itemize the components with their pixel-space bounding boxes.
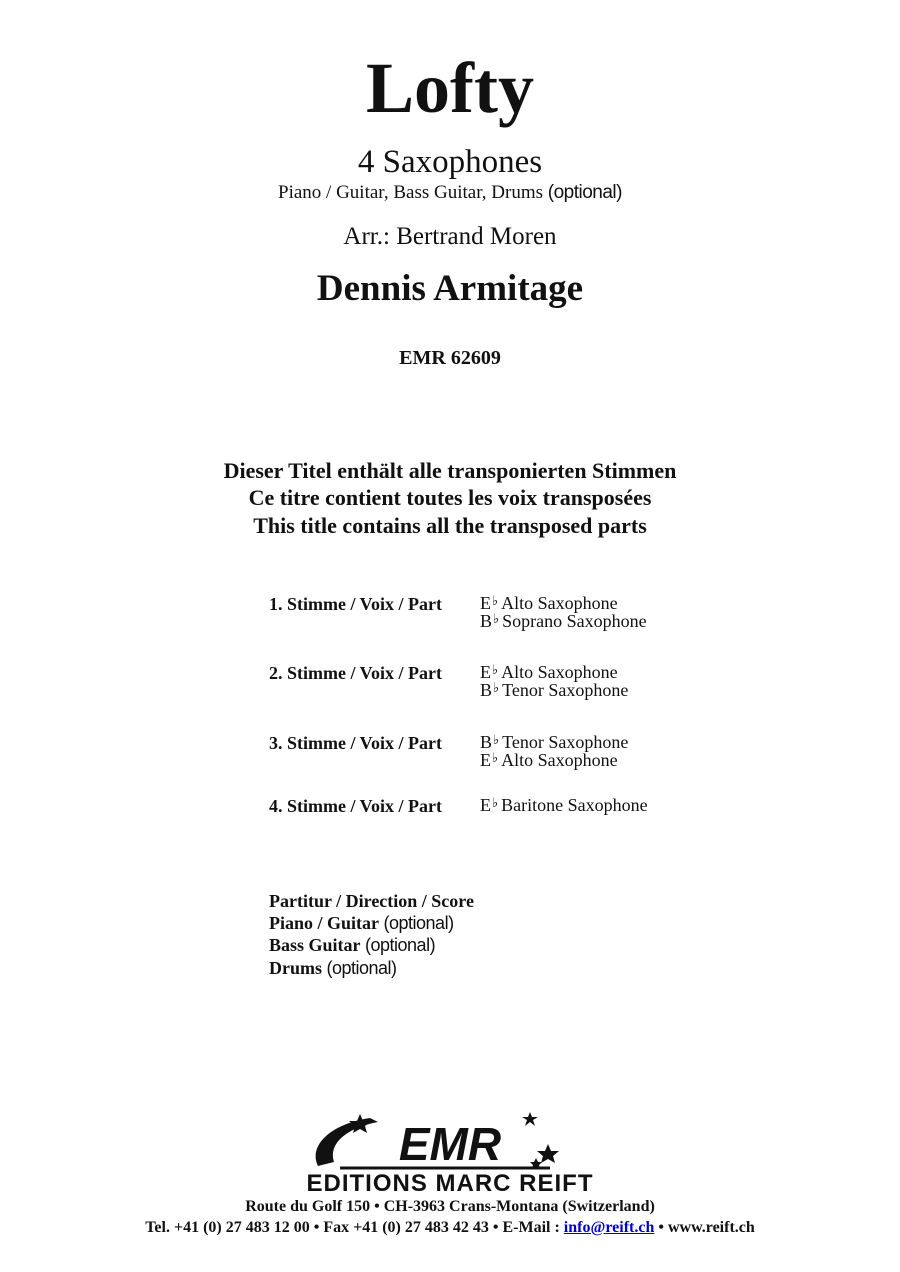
part-instrument: E♭ Alto Saxophone <box>480 750 618 770</box>
notice-german: Dieser Titel enthält alle transponierten Stimmen <box>223 458 677 483</box>
flat-icon: ♭ <box>493 732 500 747</box>
instrumentation <box>0 181 900 205</box>
flat-icon: ♭ <box>493 611 500 626</box>
flat-icon: ♭ <box>493 680 500 695</box>
email-link[interactable]: info@reift.ch <box>563 1219 655 1236</box>
flat-icon: ♭ <box>492 662 499 677</box>
publisher-name: EDITIONS MARC REIFT <box>306 1170 594 1197</box>
flat-icon: ♭ <box>492 593 499 608</box>
flat-icon: ♭ <box>492 750 499 765</box>
publisher-contact: Tel. +41 (0) 27 483 12 00 • Fax +41 (0) 27 483 42 43 • E-Mail : info@reift.ch • www.reift.ch <box>145 1219 755 1236</box>
part-instrument: E♭ Baritone Saxophone <box>480 795 648 815</box>
instrumentation-text: Piano / Guitar, Bass Guitar, Drums <box>278 182 543 203</box>
publisher-address: Route du Golf 150 • CH-3963 Crans-Montana (Switzerland) <box>245 1198 655 1215</box>
extra-item-drums: Drums (optional) <box>269 958 397 978</box>
notice-english: This title contains all the transposed parts <box>253 513 647 538</box>
emr-logo-icon <box>300 1108 600 1172</box>
svg-text:EMR: EMR <box>398 1118 502 1170</box>
part-label: 4. Stimme / Voix / Part <box>269 796 442 816</box>
notice-french: Ce titre contient toutes les voix transposées <box>248 485 652 510</box>
flat-icon: ♭ <box>492 795 499 810</box>
instrumentation-optional: (optional) <box>547 182 622 203</box>
subtitle: 4 Saxophones <box>357 144 543 180</box>
composer: Dennis Armitage <box>316 268 584 309</box>
part-instrument: B♭ Tenor Saxophone <box>480 732 629 752</box>
title: Lofty <box>366 48 534 128</box>
extra-item-piano-guitar: Piano / Guitar (optional) <box>269 913 454 933</box>
part-label: 3. Stimme / Voix / Part <box>269 733 442 753</box>
arranger: Arr.: Bertrand Moren <box>343 223 557 250</box>
part-label: 1. Stimme / Voix / Part <box>269 594 442 614</box>
extra-item-score: Partitur / Direction / Score <box>269 891 474 911</box>
part-instrument: E♭ Alto Saxophone <box>480 593 618 613</box>
part-instrument: B♭ Soprano Saxophone <box>480 611 647 631</box>
extra-item-bass-guitar: Bass Guitar (optional) <box>269 935 436 955</box>
catalog-code: EMR 62609 <box>399 347 501 369</box>
part-instrument: B♭ Tenor Saxophone <box>480 680 629 700</box>
part-instrument: E♭ Alto Saxophone <box>480 662 618 682</box>
part-label: 2. Stimme / Voix / Part <box>269 663 442 683</box>
